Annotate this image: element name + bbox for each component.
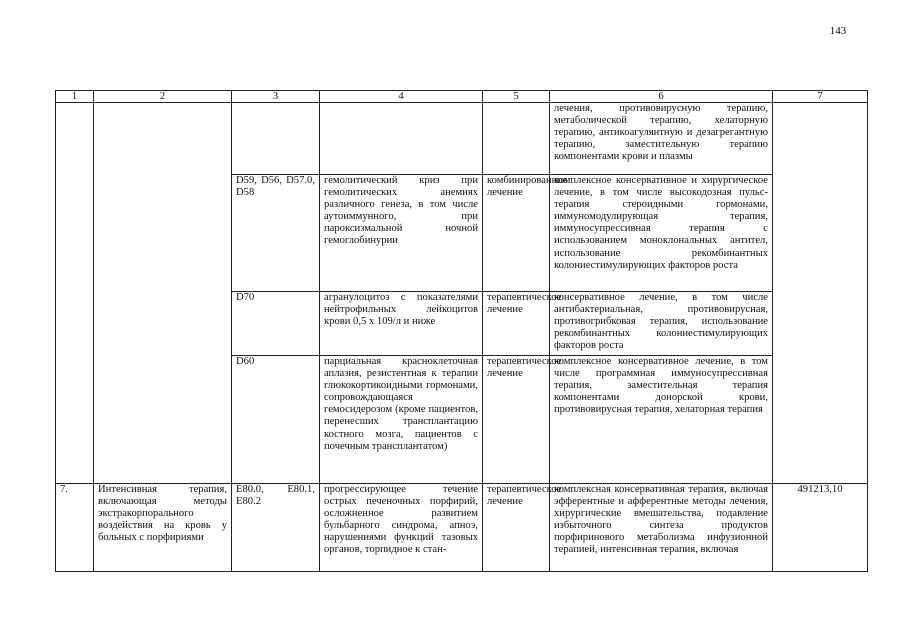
cell-item-number: 7. <box>56 484 94 572</box>
cell-type: комбинированное лечение <box>483 175 550 292</box>
cell-type: терапевтическое лечение <box>483 356 550 484</box>
table-row-item-7 <box>56 484 868 572</box>
col-number-5: 5 <box>483 91 550 103</box>
cell-model: парциальная красноклеточная аплазия, резистентная к терапии глюкокортикоидными гормонами, сопровождающаяся гемосидерозом (кроме пациентов, перенесших трансплантацию костного мозга, пациентов с почечным трансплантатом) <box>320 356 483 484</box>
col-number-4: 4 <box>320 91 483 103</box>
page-number: 143 <box>829 25 847 37</box>
col-number-3: 3 <box>232 91 320 103</box>
cell-methods: комплексное консервативное лечение, в том числе программная иммуносупрессивная терапия, заместительная терапия компонентами донорской крови, противовирусная терапия, хелаторная терапия <box>550 356 773 484</box>
cell-codes: D70 <box>232 292 320 356</box>
col-number-6: 6 <box>550 91 773 103</box>
cell-type-empty <box>483 103 550 175</box>
col-number-1: 1 <box>56 91 94 103</box>
column-number-row <box>56 91 868 103</box>
cell-codes: D60 <box>232 356 320 484</box>
cell-name-empty <box>94 103 232 484</box>
cell-methods: комплексная консервативная терапия, включая эфферентные и афферентные методы лечения, хирургические вмешательства, подавление избыточного синтеза продуктов порфиринового метаболизма инфузионной терапией, интенсивная терапия, включая <box>550 484 773 572</box>
cell-methods: комплексное консервативное и хирургическое лечение, в том числе высокодозная пульс-терапия стероидными гормонами, иммуномодулирующая терапия, иммуносупрессивная терапия с использованием моноклональных антител, использование рекомбинантных колониестимулирующих факторов роста <box>550 175 773 292</box>
cell-care-name: Интенсивная терапия, включающая методы экстракорпорального воздействия на кровь у больных с порфириями <box>94 484 232 572</box>
cell-methods: консервативное лечение, в том числе антибактериальная, противовирусная, противогрибковая терапия, использование рекомбинантных колониестимулирующих факторов роста <box>550 292 773 356</box>
cell-type: терапевтическое лечение <box>483 484 550 572</box>
table-row-continuation <box>56 103 868 175</box>
cell-model: прогрессирующее течение острых печеночных порфирий, осложненное развитием бульбарного синдрома, апноэ, нарушениями функций тазовых органов, торпидное к стан- <box>320 484 483 572</box>
cell-model: агранулоцитоз с показателями нейтрофильных лейкоцитов крови 0,5 х 109/л и ниже <box>320 292 483 356</box>
cell-model: гемолитический криз при гемолитических анемиях различного генеза, в том числе аутоиммунного, при пароксизмальной ночной гемоглобинурии <box>320 175 483 292</box>
cell-cost-empty <box>773 103 868 484</box>
cell-type: терапевтическое лечение <box>483 292 550 356</box>
cell-codes: D59, D56, D57.0, D58 <box>232 175 320 292</box>
col-number-7: 7 <box>773 91 868 103</box>
cell-codes: E80.0, E80.1, E80.2 <box>232 484 320 572</box>
cell-num-empty <box>56 103 94 484</box>
cell-cost: 491213,10 <box>773 484 868 572</box>
cell-methods: лечения, противовирусную терапию, метаболической терапию, хелаторную терапию, антикоагулянтную и дезагрегантную терапию, заместительную терапию компонентами крови и плазмы <box>550 103 773 175</box>
cell-codes-empty <box>232 103 320 175</box>
col-number-2: 2 <box>94 91 232 103</box>
cell-model-empty <box>320 103 483 175</box>
medical-care-table <box>55 90 868 572</box>
